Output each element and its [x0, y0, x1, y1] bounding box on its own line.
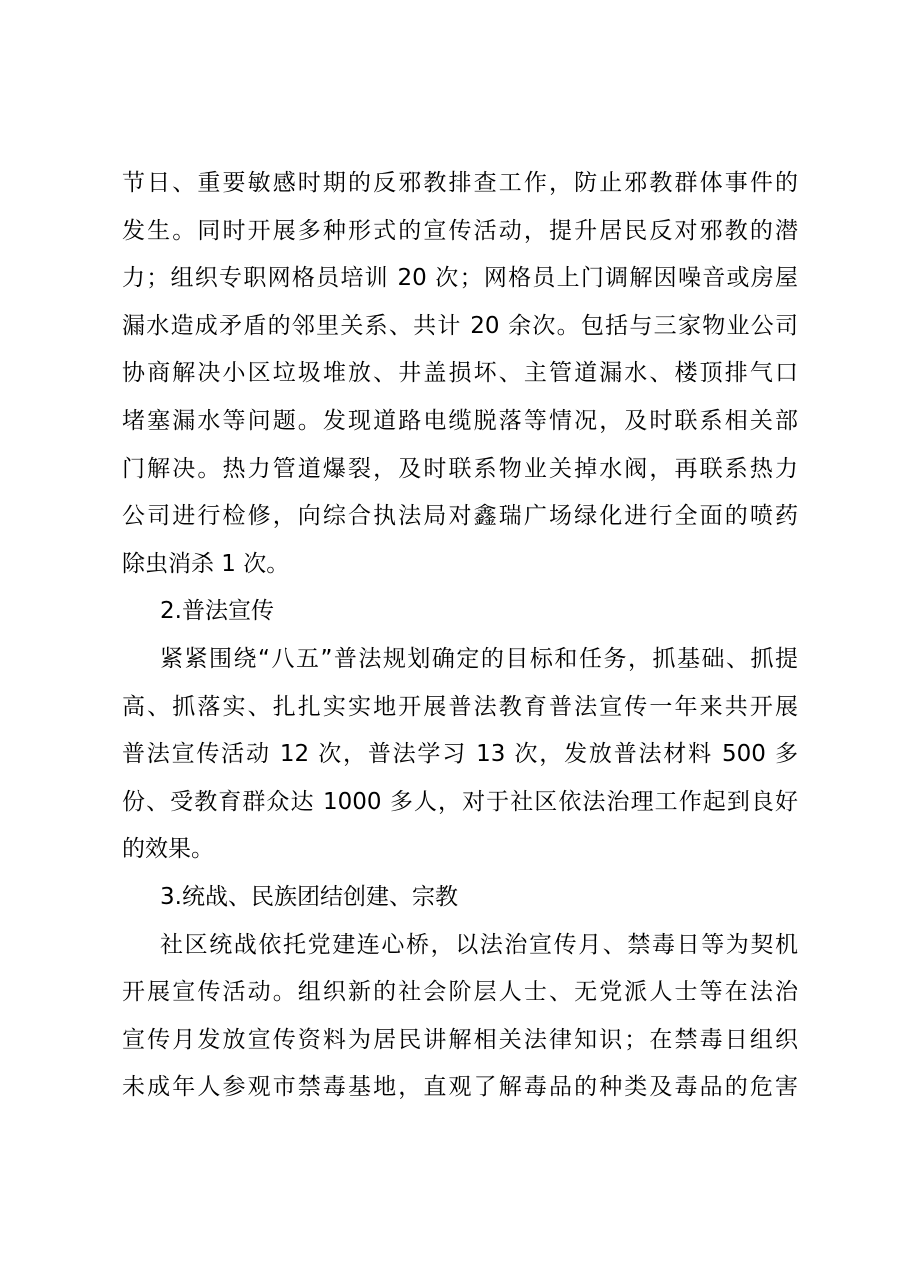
text-line: 力；组织专职网格员培训 20 次；网格员上门调解因噪音或房屋 [122, 265, 798, 292]
text-line: 公司进行检修，向综合执法局对鑫瑞广场绿化进行全面的喷药 [122, 503, 798, 530]
paragraph-first-line: 紧紧围绕“八五”普法规划确定的目标和任务，抓基础、抓提 [160, 645, 798, 672]
text-line: 开展宣传活动。组织新的社会阶层人士、无党派人士等在法治 [122, 979, 798, 1006]
text-line: 宣传月发放宣传资料为居民讲解相关法律知识；在禁毒日组织 [122, 1026, 798, 1053]
text-line: 堵塞漏水等问题。发现道路电缆脱落等情况，及时联系相关部 [122, 407, 798, 434]
text-line: 普法宣传活动 12 次，普法学习 13 次，发放普法材料 500 多 [122, 741, 798, 768]
paragraph-first-line: 社区统战依托党建连心桥，以法治宣传月、禁毒日等为契机 [160, 931, 798, 958]
section-heading: 2.普法宣传 [160, 598, 274, 625]
text-line: 节日、重要敏感时期的反邪教排查工作，防止邪教群体事件的 [122, 170, 798, 196]
text-line: 份、受教育群众达 1000 多人，对于社区依法治理工作起到良好 [122, 788, 798, 815]
text-line: 的效果。 [122, 836, 214, 863]
document-body [122, 160, 798, 1112]
text-line: 高、抓落实、扎扎实实地开展普法教育普法宣传一年来共开展 [122, 693, 798, 720]
text-line: 门解决。热力管道爆裂，及时联系物业关掉水阀，再联系热力 [122, 455, 798, 482]
section-heading: 3.统战、民族团结创建、宗教 [160, 883, 458, 910]
text-line: 发生。同时开展多种形式的宣传活动，提升居民反对邪教的潜 [122, 217, 798, 244]
text-line: 协商解决小区垃圾堆放、井盖损坏、主管道漏水、楼顶排气口 [122, 360, 798, 387]
text-line: 未成年人参观市禁毒基地，直观了解毒品的种类及毒品的危害 [122, 1074, 798, 1101]
text-line: 除虫消杀 1 次。 [122, 550, 290, 577]
text-line: 漏水造成矛盾的邻里关系、共计 20 余次。包括与三家物业公司 [122, 312, 798, 339]
